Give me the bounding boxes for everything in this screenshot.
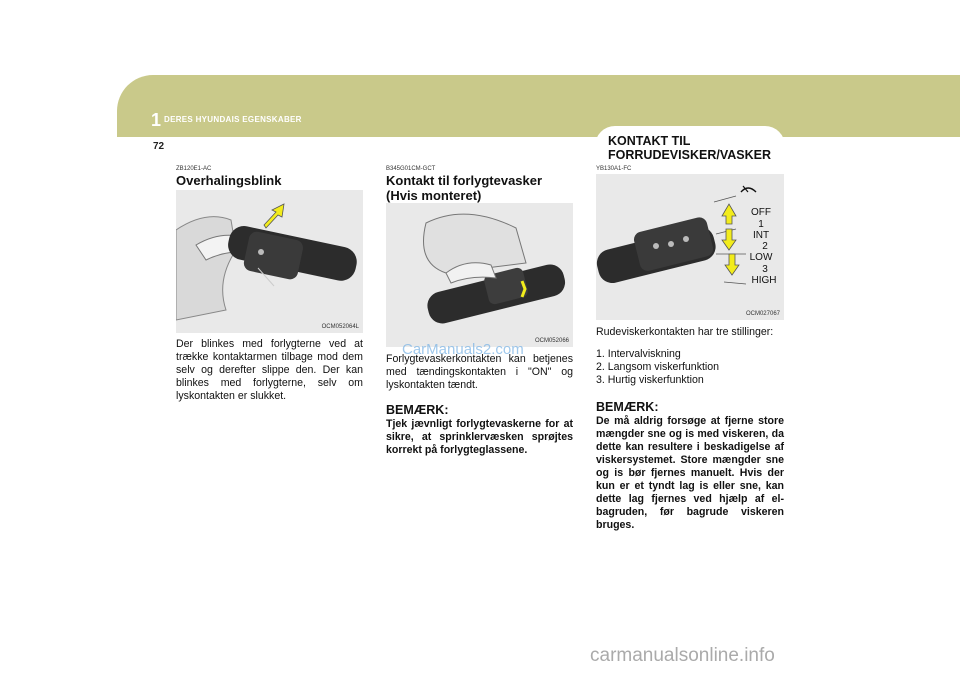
heading-forlygtevasker-line1: Kontakt til forlygtevasker bbox=[386, 173, 543, 188]
heading-overhalingsblink: Overhalingsblink bbox=[176, 173, 282, 188]
chapter-header-band bbox=[117, 75, 960, 137]
wiper-label-1: 1 bbox=[758, 219, 764, 230]
photo-wiper-lever bbox=[596, 174, 784, 320]
wiper-label-high: HIGH bbox=[751, 275, 777, 286]
note-wiper: De må aldrig forsøge at fjerne store mængder sne og is med viskeren, da dette kan resultere i beskadigelse af viskersystemet. Store mængder sne og is bør fjernes manuelt. Hvis der kun er et tyndt lag is eller sne, kan dette lag fjernes ved hjælp af el-bagruden, før bagrude viskeren bruges. bbox=[596, 415, 784, 531]
body-forlygtevasker: Forlygtevaskerkontakten kan betjenes med tændingskontakten i "ON" og lyskontakten tændt. bbox=[386, 353, 573, 391]
photo-washer-lever bbox=[386, 203, 573, 347]
list-item: 1. Intervalviskning bbox=[596, 348, 681, 360]
note-heading-wiper: BEMÆRK: bbox=[596, 400, 659, 414]
page-number: 72 bbox=[153, 141, 165, 152]
wiper-positions-list bbox=[596, 348, 784, 387]
note-forlygtevasker: Tjek jævnligt forlygtevaskerne for at sikre, at sprinklervæsken sprøjtes korrekt på forlygteglassene. bbox=[386, 418, 573, 456]
wiper-label-low: LOW bbox=[749, 252, 773, 263]
image-code-forlygtevasker: OCM052066 bbox=[534, 338, 569, 344]
section-code-wiper: YB130A1-FC bbox=[596, 166, 632, 172]
heading-forlygtevasker-line2: (Hvis monteret) bbox=[386, 188, 482, 203]
wiper-label-3: 3 bbox=[762, 264, 768, 275]
wiper-label-int: INT bbox=[752, 230, 770, 241]
wiper-label-off: OFF bbox=[751, 207, 771, 218]
section-title-line1: KONTAKT TIL bbox=[608, 134, 691, 148]
photo-flash-lever bbox=[176, 190, 363, 333]
note-heading-forlygtevasker: BEMÆRK: bbox=[386, 403, 449, 417]
watermark-bottom: carmanualsonline.info bbox=[590, 645, 775, 666]
body-overhalingsblink: Der blinkes med forlygterne ved at trække kontaktarmen tilbage mod dem selv og derefter slippe den. Der kan blinkes med forlygterne, selv om lyskontakten er slukket. bbox=[176, 338, 363, 402]
image-code-overhalingsblink: OCM052064L bbox=[321, 324, 359, 330]
chapter-title: DERES HYUNDAIS EGENSKABER bbox=[164, 115, 302, 124]
section-title-line2: FORRUDEVISKER/VASKER bbox=[608, 148, 771, 162]
image-code-wiper: OCM027067 bbox=[745, 311, 780, 317]
chapter-number: 1 bbox=[151, 110, 162, 130]
body-wiper-intro: Rudeviskerkontakten har tre stillinger: bbox=[596, 326, 774, 338]
list-item: 3. Hurtig viskerfunktion bbox=[596, 374, 704, 386]
section-code-forlygtevasker: B345G01CM-GCT bbox=[386, 166, 436, 172]
list-item: 2. Langsom viskerfunktion bbox=[596, 361, 720, 373]
watermark-top: CarManuals2.com bbox=[402, 341, 524, 358]
wiper-label-2: 2 bbox=[762, 241, 768, 252]
section-code-overhalingsblink: ZB120E1-AC bbox=[176, 166, 212, 172]
section-title-wiper bbox=[608, 134, 771, 162]
